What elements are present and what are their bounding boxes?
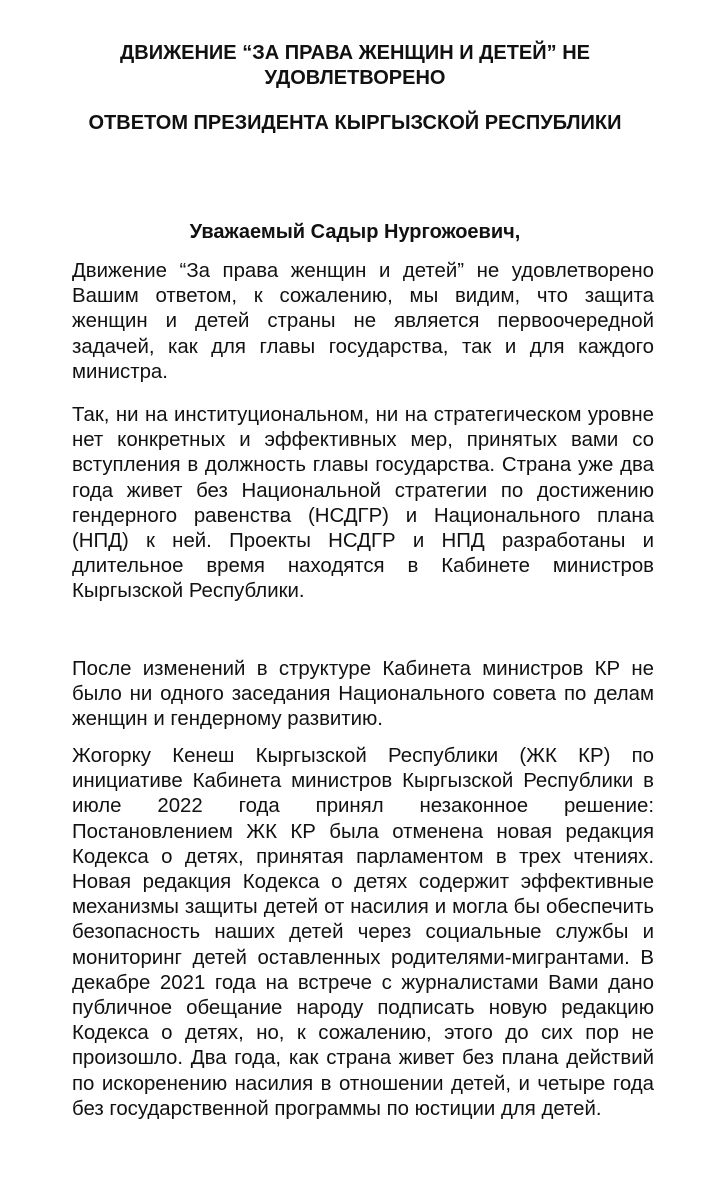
document-subtitle: ОТВЕТОМ ПРЕЗИДЕНТА КЫРГЫЗСКОЙ РЕСПУБЛИКИ [88, 112, 622, 134]
salutation: Уважаемый Садыр Нургожоевич, [189, 221, 521, 243]
document-title: ДВИЖЕНИЕ “ЗА ПРАВА ЖЕНЩИН И ДЕТЕЙ” НЕ УДОВЛЕТВОРЕНО [120, 42, 590, 89]
paragraph-1: Движение “За права женщин и детей” не удовлетворено Вашим ответом, к сожалению, мы видим, что защита женщин и детей страны не является первоочередной задачей, как для главы государства, так и для каждого министра. [72, 260, 654, 383]
paragraph-2: Так, ни на институциональном, ни на стратегическом уровне нет конкретных и эффективных мер, принятых вами со вступления в должность главы государства. Страна уже два года живет без Национальной стратегии по достижению гендерного равенства (НСДГР) и Национального плана (НПД) к ней. Проекты НСДГР и НПД разработаны и длительное время находятся в Кабинете министров Кыргызской Республики. [72, 404, 654, 603]
paragraph-4: Жогорку Кенеш Кыргызской Республики (ЖК КР) по инициативе Кабинета министров Кыргызской Республики в июле 2022 года принял незаконное решение: Постановлением ЖК КР была отменена новая редакция Кодекса о детях, принятая парламентом в трех чтениях. Новая редакция Кодекса о детях содержит эффективные механизмы защиты детей от насилия и могла бы обеспечить безопасность наших детей через социальные службы и мониторинг детей оставленных родителями-мигрантами. В декабре 2021 года на встрече с журналистами Вами дано публичное обещание народу подписать новую редакцию Кодекса о детях, но, к сожалению, этого до сих пор не произошло. Два года, как страна живет без плана действий по искоренению насилия в отношении детей, и четыре года без государственной программы по юстиции для детей. [72, 745, 654, 1120]
paragraph-3: После изменений в структуре Кабинета министров КР не было ни одного заседания Национального совета по делам женщин и гендерному развитию. [72, 658, 654, 731]
